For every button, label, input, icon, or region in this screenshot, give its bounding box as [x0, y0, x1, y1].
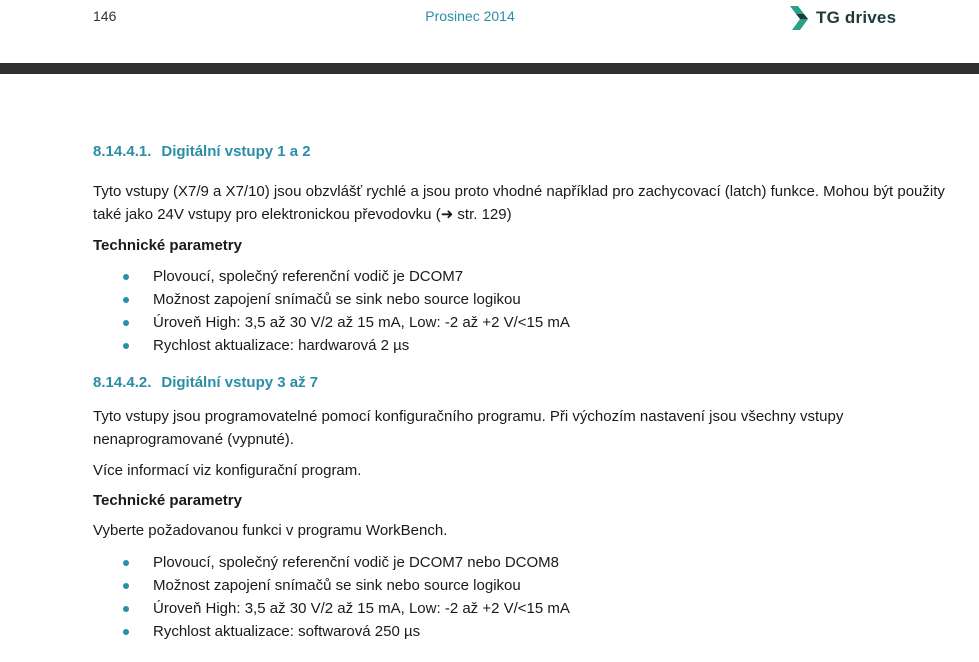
- section-heading-2: [93, 374, 953, 391]
- list-item-text: Plovoucí, společný referenční vodič je DCOM7: [153, 268, 464, 285]
- section-heading-1: [93, 143, 953, 160]
- bullet-icon: [123, 606, 129, 612]
- bullet-icon: [123, 560, 129, 566]
- list-item-text: Možnost zapojení snímačů se sink nebo source logikou: [153, 291, 521, 308]
- list-item: [93, 311, 953, 334]
- list-item-text: Plovoucí, společný referenční vodič je DCOM7 nebo DCOM8: [153, 554, 560, 571]
- list-item: [93, 551, 953, 574]
- list-item-text: Možnost zapojení snímačů se sink nebo source logikou: [153, 577, 521, 594]
- section2-bullet-list: [93, 551, 953, 643]
- list-item-text: Úroveň High: 3,5 až 30 V/2 až 15 mA, Low: -2 až +2 V/<15 mA: [153, 600, 570, 617]
- list-item-text: Rychlost aktualizace: softwarová 250 µs: [153, 623, 421, 640]
- list-item: [93, 265, 953, 288]
- list-item-text: Rychlost aktualizace: hardwarová 2 µs: [153, 337, 410, 354]
- list-item: [93, 574, 953, 597]
- section2-paragraph-2: Více informací viz konfigurační program.: [93, 462, 362, 479]
- bullet-icon: [123, 297, 129, 303]
- page-number: 146: [93, 8, 117, 24]
- section1-paragraph: Tyto vstupy (X7/9 a X7/10) jsou obzvlášť rychlé a jsou proto vhodné například pro zachycovací (latch) funkce. Mohou být použity také jako 24V vstupy pro elektronickou převodovku (➜ str. 129): [93, 183, 945, 223]
- section1-subheading: Technické parametry: [93, 237, 242, 254]
- bullet-icon: [123, 629, 129, 635]
- list-item-text: Úroveň High: 3,5 až 30 V/2 až 15 mA, Low: -2 až +2 V/<15 mA: [153, 314, 570, 331]
- bullet-icon: [123, 320, 129, 326]
- section-title: Digitální vstupy 3 až 7: [161, 374, 319, 391]
- header-date: Prosinec 2014: [425, 8, 515, 24]
- list-item: [93, 620, 953, 643]
- bullet-icon: [123, 343, 129, 349]
- tg-drives-logo-icon: [788, 4, 810, 32]
- logo-text: TG drives: [816, 8, 897, 27]
- section2-paragraph-3: Vyberte požadovanou funkci v programu WorkBench.: [93, 522, 448, 539]
- page-content: [93, 143, 953, 643]
- section1-bullet-list: [93, 265, 953, 357]
- list-item: [93, 288, 953, 311]
- list-item: [93, 334, 953, 357]
- section2-paragraph-1: Tyto vstupy jsou programovatelné pomocí konfiguračního programu. Při výchozím nastavení jsou všechny vstupy nenaprogramované (vypnuté).: [93, 408, 844, 448]
- section-title: Digitální vstupy 1 a 2: [161, 143, 311, 160]
- section-number: 8.14.4.2.: [93, 374, 152, 391]
- bullet-icon: [123, 274, 129, 280]
- header-divider: [0, 63, 979, 74]
- section2-subheading: Technické parametry: [93, 492, 242, 509]
- company-logo: [788, 3, 896, 33]
- section-number: 8.14.4.1.: [93, 143, 152, 160]
- list-item: [93, 597, 953, 620]
- page-header: [0, 0, 979, 40]
- bullet-icon: [123, 583, 129, 589]
